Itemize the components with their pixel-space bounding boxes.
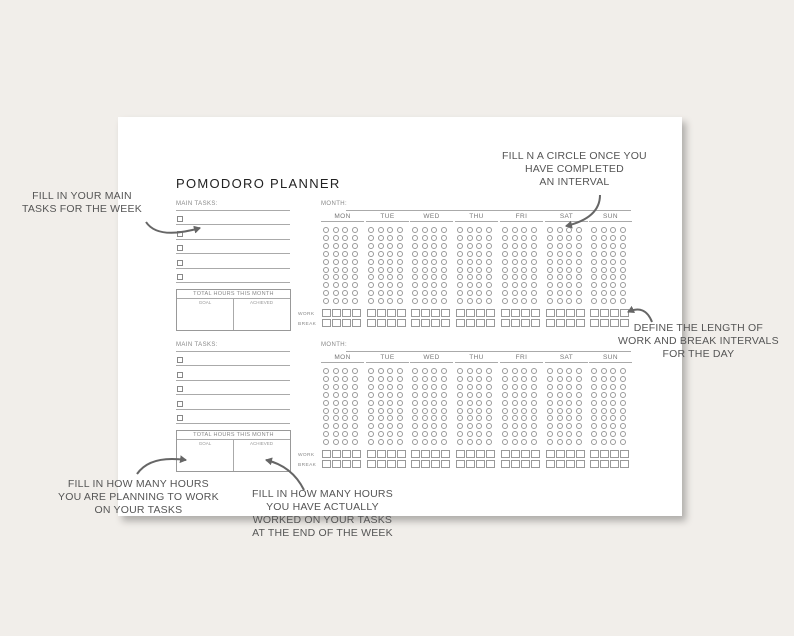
achieved-field[interactable]: ACHIEVED [249, 441, 273, 446]
annotation-line: AN INTERVAL [539, 176, 610, 188]
annotation-line: YOU ARE PLANNING TO WORK [58, 491, 219, 503]
annotation-line: DEFINE THE LENGTH OF [633, 322, 764, 334]
day-name: SAT [559, 213, 574, 220]
day-name: TUE [380, 354, 395, 361]
page-title: POMODORO PLANNER [176, 176, 341, 191]
arrow-worked [266, 460, 304, 490]
main-tasks-label: MAIN TASKS: [176, 342, 218, 348]
achieved-field[interactable]: ACHIEVED [249, 300, 273, 305]
annotation-line: FOR THE DAY [662, 348, 735, 360]
annotation-line: YOU HAVE ACTUALLY [266, 501, 379, 513]
work-label: WORK [298, 453, 315, 458]
day-name: THU [469, 213, 484, 220]
arrow-main-tasks [146, 222, 200, 233]
break-label: BREAK [298, 322, 317, 327]
day-name: SUN [603, 213, 618, 220]
day-name: WED [423, 213, 440, 220]
break-label: BREAK [298, 463, 317, 468]
annotation-line: FILL IN HOW MANY HOURS [67, 478, 209, 490]
day-name: FRI [515, 213, 528, 220]
goal-field[interactable]: GOAL [198, 441, 212, 446]
day-name: WED [423, 354, 440, 361]
annotation-line: TASKS FOR THE WEEK [22, 203, 142, 215]
day-name: MON [334, 354, 351, 361]
annotation-line: AT THE END OF THE WEEK [252, 527, 393, 539]
annotation-line: WORKED ON YOUR TASKS [252, 514, 393, 526]
arrow-circle [566, 195, 600, 226]
arrow-intervals [628, 310, 652, 322]
annotation-line: WORK AND BREAK INTERVALS [618, 335, 779, 347]
arrow-planning [137, 459, 186, 474]
total-hours-label: TOTAL HOURS THIS MONTH [193, 291, 274, 297]
day-name: TUE [380, 213, 395, 220]
day-name: THU [469, 354, 484, 361]
day-name: SAT [559, 354, 574, 361]
month-label: MONTH: [321, 201, 348, 207]
day-name: SUN [603, 354, 618, 361]
work-label: WORK [298, 312, 315, 317]
month-label: MONTH: [321, 342, 348, 348]
annotation-line: ON YOUR TASKS [94, 504, 183, 516]
goal-field[interactable]: GOAL [198, 300, 212, 305]
annotation-line: FILL IN HOW MANY HOURS [252, 488, 393, 500]
main-tasks-label: MAIN TASKS: [176, 201, 218, 207]
annotation-line: FILL IN YOUR MAIN [32, 190, 132, 202]
total-hours-label: TOTAL HOURS THIS MONTH [193, 432, 274, 438]
annotation-line: HAVE COMPLETED [524, 163, 624, 175]
annotation-line: FILL N A CIRCLE ONCE YOU [502, 150, 647, 162]
day-name: MON [334, 213, 351, 220]
day-name: FRI [515, 354, 528, 361]
